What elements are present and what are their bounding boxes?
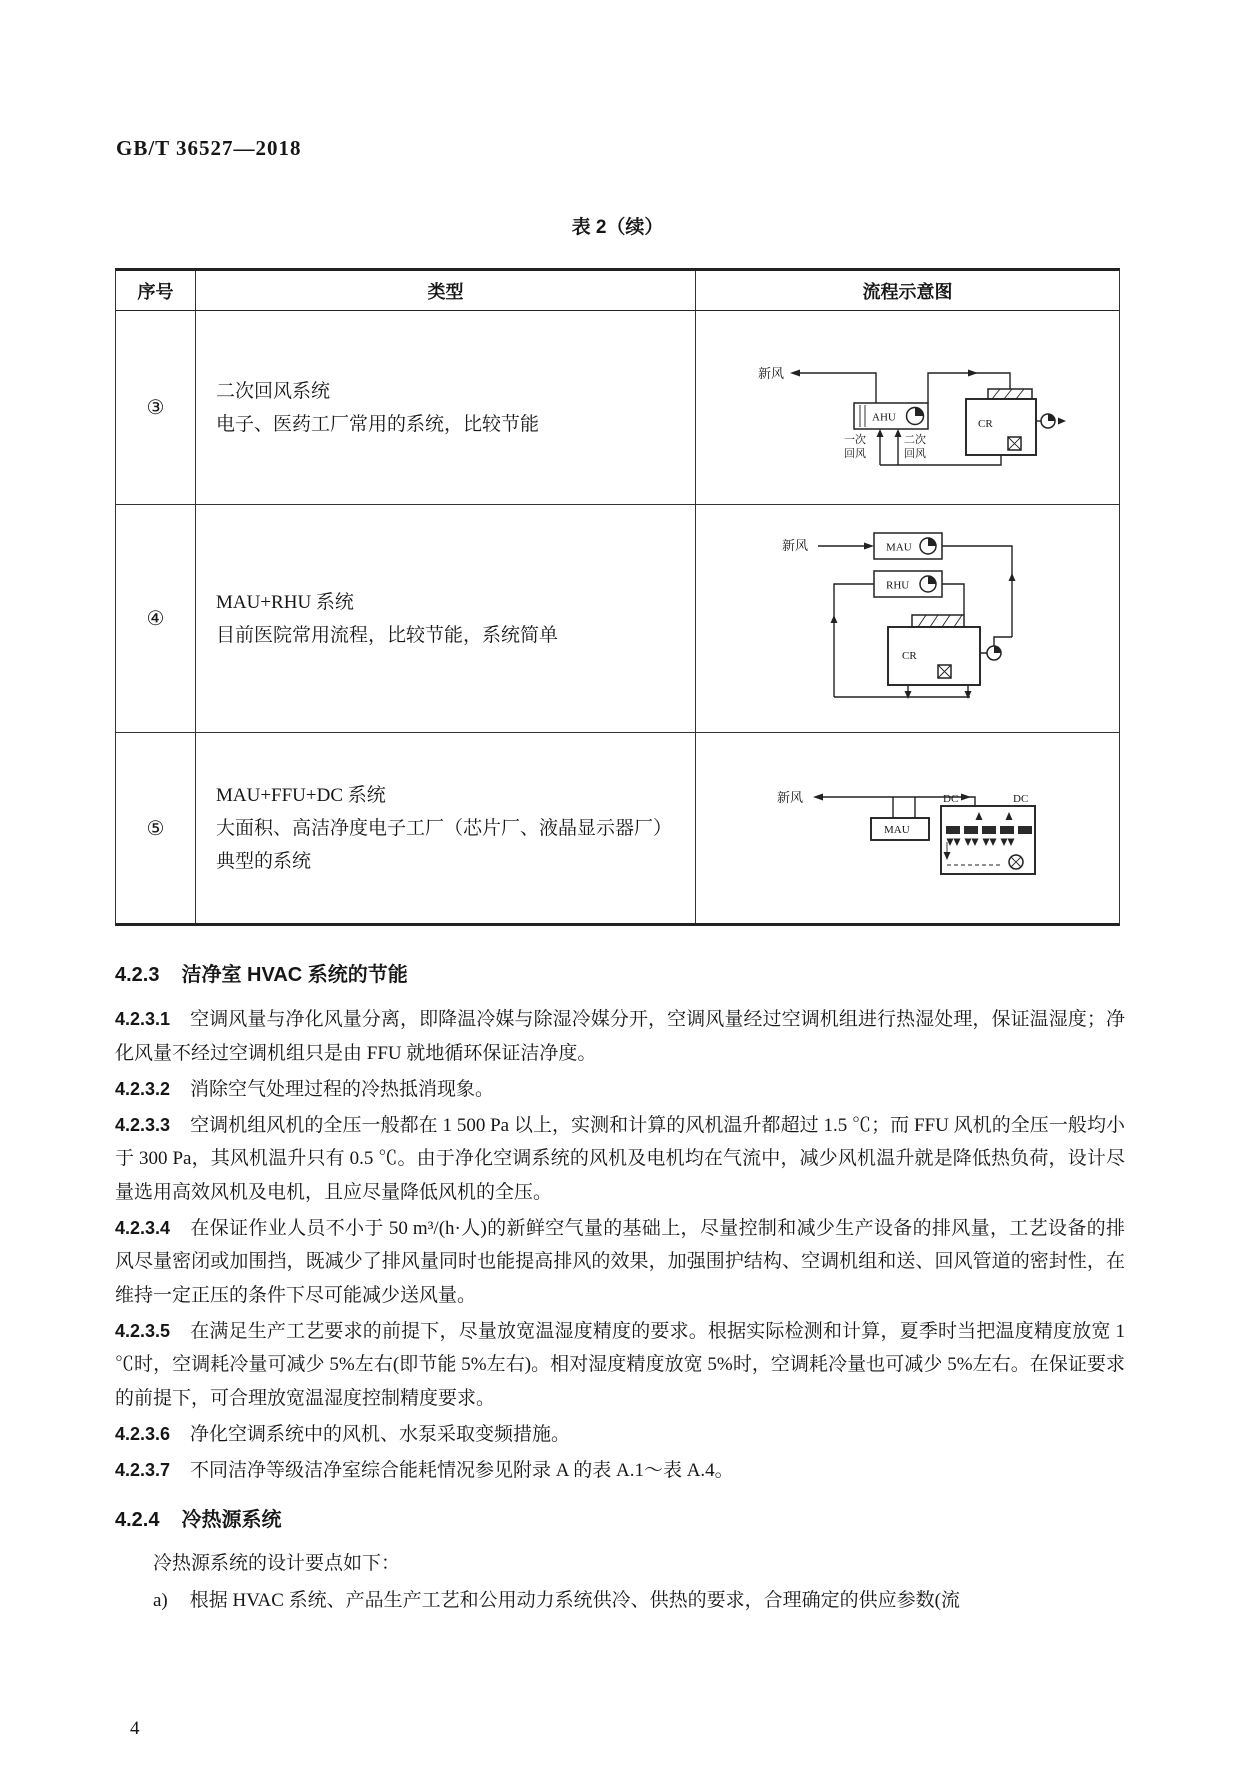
ffu-unit: [1000, 826, 1014, 834]
row-type: [196, 505, 696, 733]
clause-text: 消除空气处理过程的冷热抵消现象。: [190, 1078, 495, 1100]
clause-number: 4.2.3.7: [115, 1459, 171, 1480]
row-num: ④: [116, 505, 196, 733]
secondary-return-label: 回风: [903, 447, 926, 460]
hepa-filter-icon: [912, 615, 964, 627]
clause-text: 不同洁净等级洁净室综合能耗情况参见附录 A 的表 A.1～表 A.4。: [190, 1459, 734, 1481]
type-desc: 大面积、高洁净度电子工厂（芯片厂、液晶显示器厂）典型的系统: [216, 817, 673, 872]
col-header-diagram: 流程示意图: [696, 271, 1119, 311]
clause-number: 4.2.3.4: [115, 1217, 171, 1238]
list-marker: a): [153, 1589, 168, 1611]
flow-arrow-icon: [894, 429, 901, 437]
ahu-label: AHU: [871, 411, 896, 423]
return-duct-line: [834, 685, 970, 697]
list-item-a: [115, 1584, 1125, 1618]
type-title: 二次回风系统: [216, 380, 331, 402]
row-type: [196, 311, 696, 505]
supply-duct-line: [942, 584, 964, 615]
clause-paragraph: [115, 1073, 1125, 1107]
clause-number: 4.2.3.2: [115, 1078, 171, 1099]
ffu-row: [946, 826, 1032, 834]
flow-arrow-icon: [1058, 417, 1066, 424]
row-type: [196, 733, 696, 923]
clause-text: 净化空调系统中的风机、水泵采取变频措施。: [190, 1423, 571, 1445]
row-num: ③: [116, 311, 196, 505]
section-number: 4.2.3: [115, 964, 160, 986]
clause-number: 4.2.3.6: [115, 1423, 171, 1444]
section-heading-4-2-4: [115, 1503, 1125, 1532]
intro-line: 冷热源系统的设计要点如下：: [153, 1553, 401, 1574]
type-desc: 电子、医药工厂常用的系统，比较节能: [216, 413, 540, 435]
secondary-return-label: 二次: [903, 433, 926, 446]
fan-blade: [1048, 414, 1055, 421]
mau-label: MAU: [885, 541, 912, 553]
ffu-unit: [946, 826, 960, 834]
doc-number: GB/T 36527—2018: [116, 136, 302, 160]
row-num: ⑤: [116, 733, 196, 923]
col-header-type: 类型: [196, 271, 696, 311]
ffu-unit: [982, 826, 996, 834]
system-type-table: [115, 268, 1120, 926]
flow-arrow-icon: [968, 369, 978, 376]
cleanroom-label: CR: [977, 417, 993, 430]
clause-number: 4.2.3.1: [115, 1009, 171, 1029]
clause-paragraph: [115, 1212, 1125, 1313]
section-heading-4-2-3: [115, 958, 1125, 987]
list-item-text: 根据 HVAC 系统、产品生产工艺和公用动力系统供冷、供热的要求，合理确定的供应参数(流: [189, 1589, 960, 1611]
row-diagram: [696, 505, 1119, 733]
section-title: 冷热源系统: [181, 1509, 282, 1531]
section-number: 4.2.4: [115, 1509, 160, 1531]
flow-arrow-icon: [830, 615, 837, 623]
type-title: MAU+FFU+DC 系统: [216, 784, 386, 806]
cleanroom-label: CR: [901, 649, 917, 662]
rhu-label: RHU: [885, 579, 909, 591]
fan-blade: [994, 646, 1001, 653]
primary-return-label: 一次: [843, 433, 866, 446]
clause-number: 4.2.3.3: [115, 1114, 171, 1135]
fresh-air-label: 新风: [757, 365, 784, 381]
fresh-air-label: 新风: [776, 790, 803, 805]
flow-arrow-icon: [876, 429, 883, 437]
clause-paragraph: [115, 1003, 1125, 1070]
col-header-num: 序号: [116, 271, 196, 311]
return-duct-line: [834, 584, 874, 697]
clause-text: 空调机组风机的全压一般都在 1 500 Pa 以上，实测和计算的风机温升都超过 1.5 ℃；而 FFU 风机的全压一般均小于 300 Pa，其风机温升只有 0.5 ℃。由于净化空调系统的风机及电机均在气流中，减少风机温升就是降低热负荷，设计尽量选用高效风机及电机，且应尽量降低风机的全压。: [115, 1114, 1125, 1203]
dry-coil-label: DC: [1012, 793, 1028, 805]
flow-arrow-icon: [904, 691, 911, 699]
flow-arrow-icon: [964, 691, 971, 699]
duct-line: [800, 373, 876, 403]
clause-text: 空调风量与净化风量分离，即降温冷媒与除湿冷媒分开，空调风量经过空调机组进行热湿处理，保证温湿度；净化风量不经过空调机组只是由 FFU 就地循环保证洁净度。: [115, 1009, 1125, 1064]
ffu-unit: [1018, 826, 1032, 834]
mau-ffu-dc-diagram: [773, 772, 1043, 884]
flow-arrow-icon: [864, 542, 874, 549]
clause-paragraph: [115, 1418, 1125, 1452]
row-diagram: [696, 311, 1119, 505]
clause-text: 在满足生产工艺要求的前提下，尽量放宽温湿度精度的要求。根据实际检测和计算，夏季时当把温度精度放宽 1 ℃时，空调耗冷量可减少 5%左右(即节能 5%左右)。相对湿度精度放宽 5%时，空调耗冷量也可减少 5%左右。在保证要求的前提下，可合理放宽温湿度控制精度要求。: [115, 1320, 1125, 1409]
flow-arrow-icon: [961, 794, 971, 801]
clause-text: 在保证作业人员不小于 50 m³/(h·人)的新鲜空气量的基础上，尽量控制和减少生产设备的排风量，工艺设备的排风尽量密闭或加围挡，既减少了排风量同时也能提高排风的效果，加强围护结构、空调机组和送、回风管道的密封性，在维持一定正压的条件下尽可能减少送风量。: [115, 1217, 1125, 1306]
body-text: [115, 958, 1125, 1617]
secondary-return-diagram: [748, 347, 1068, 469]
flow-arrow-icon: [813, 794, 823, 801]
clause-paragraph: [115, 1109, 1125, 1210]
clause-paragraph: [115, 1454, 1125, 1488]
cleanroom-box: [966, 399, 1036, 455]
clause-number: 4.2.3.5: [115, 1320, 171, 1341]
mau-rhu-diagram: [778, 519, 1038, 719]
type-title: MAU+RHU 系统: [216, 591, 354, 613]
hepa-filter-icon: [988, 389, 1032, 399]
mau-label: MAU: [883, 824, 910, 836]
fresh-air-label: 新风: [781, 537, 808, 553]
primary-return-label: 回风: [843, 447, 866, 460]
page-number: 4: [130, 1718, 140, 1739]
flow-arrow-icon: [790, 369, 800, 376]
clause-paragraph: [115, 1315, 1125, 1416]
section-title: 洁净室 HVAC 系统的节能: [181, 964, 408, 986]
ffu-unit: [964, 826, 978, 834]
flow-arrow-icon: [1008, 573, 1015, 581]
row-diagram: [696, 733, 1119, 923]
type-desc: 目前医院常用流程，比较节能，系统简单: [216, 624, 559, 646]
dry-coil-label: DC: [942, 793, 958, 805]
table-title: 表 2（续）: [571, 217, 664, 238]
